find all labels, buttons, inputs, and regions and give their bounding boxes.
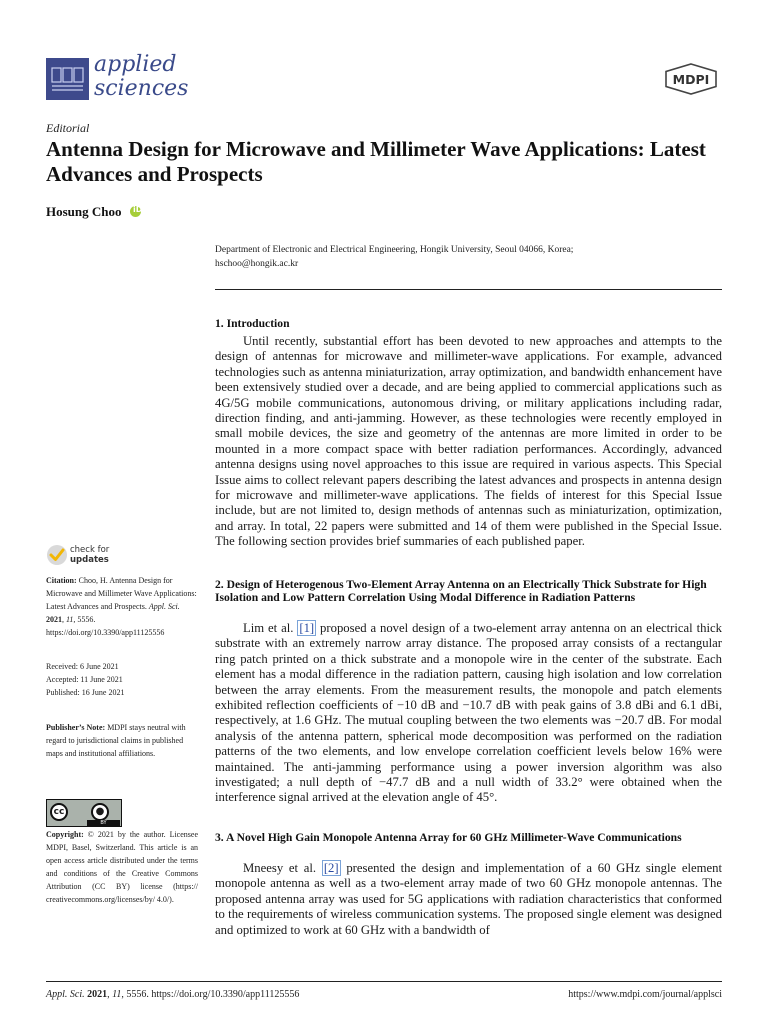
cc-badge: cc bbox=[50, 803, 68, 821]
footer-volume: 11 bbox=[112, 989, 122, 1000]
section-3-text-a: Mneesy et al. bbox=[243, 861, 322, 875]
dates-block bbox=[46, 660, 198, 699]
journal-name-line2: sciences bbox=[94, 76, 189, 101]
check-for-updates[interactable] bbox=[70, 545, 109, 565]
article-title: Antenna Design for Microwave and Millimeter Wave Applications: Latest Advances and Prospects bbox=[46, 137, 706, 186]
footer-doi[interactable]: , 5556. https://doi.org/10.3390/app11125556 bbox=[121, 989, 300, 1000]
journal-logo-icon bbox=[46, 58, 89, 100]
section-1-paragraph: Until recently, substantial effort has been devoted to new approaches and attempts to the design of antennas for microwave and millimeter-wave applications. For example, advanced technologies such as antenna miniaturization, array optimization, and bandwidth enhancement have been extensively studied over a decade, and are being applied to commercial applications such as 4G/5G mobile communications, autonomous driving, or military applications including radar, direction finding, and anti-jamming. However, as these technologies were recently employed in small mobile devices, the size and geometry of the antennas are more limited in order to be mounted in a more compact space with better radiation performances. Accordingly, advanced antenna designs using novel approaches to this issue are required in various aspects. This Special Issue aims to collect relevant papers describing the latest advances and prospects in antenna design for microwave and millimeter-wave applications. The fields of interest for this Special Issue include, but are not limited to, design methods of antennas such as miniaturization, optimization, and array. In total, 22 papers were submitted and 14 of them were published in the Special Issue. The following section provides brief summaries of each published paper. bbox=[215, 334, 722, 549]
check-for-updates-line2: updates bbox=[70, 555, 109, 565]
accepted-date: Accepted: 11 June 2021 bbox=[46, 675, 123, 684]
footer-journal-url[interactable]: https://www.mdpi.com/journal/applsci bbox=[568, 989, 722, 1000]
published-date: Published: 16 June 2021 bbox=[46, 688, 125, 697]
affiliation-email[interactable]: hschoo@hongik.ac.kr bbox=[215, 259, 299, 269]
section-2-heading: 2. Design of Heterogenous Two-Element Array Antenna on an Electrically Thick Substrate for High Isolation and Low Pattern Correlation Using Modal Difference in Radiation Patterns bbox=[215, 578, 707, 604]
section-2-text-b: proposed a novel design of a two-element array antenna on an electrical thick substrate with an extremely narrow array distance. The proposed array consists of a rectangular ring patch printed on a thick substrate and a monopole wire in the center of the substrate. Each element has a modal difference in the radiation pattern, causing high isolation and low correlation between the array elements. From the measurement results, the monopole and patch elements exhibited reflection coefficients of −10 dB and −10.7 dB with peak gains of 3.8 dBi and 6.1 dBi, respectively, at 1.6 GHz. The mutual coupling between the two elements was −20.7 dB. For modal analysis of the antenna pattern, spherical mode decomposition was performed on the radiation patterns of the two elements, and low envelope correlation coefficient levels below 16% were maintained. The anti-jamming performance using a power inversion algorithm was also investigated; a null depth of −47.7 dB and a null width of 33.2° were obtained when the interference signal arrived at the elevation angle of 45°. bbox=[215, 621, 722, 805]
citation-link[interactable]: [2] bbox=[323, 861, 339, 875]
publisher-note-text: MDPI stays neutral with regard to jurisdictional claims in published maps and institutional affiliations. bbox=[46, 723, 186, 758]
copyright-label: Copyright: bbox=[46, 830, 84, 839]
citation-journal: Appl. Sci. bbox=[148, 602, 180, 611]
section-1-body bbox=[215, 334, 722, 550]
citation-text: Choo, H. Antenna Design for Microwave and Millimeter Wave Applications: Latest Advances and Prospects. bbox=[46, 576, 197, 611]
orcid-icon[interactable]: iD bbox=[130, 206, 141, 217]
section-1-heading: 1. Introduction bbox=[215, 317, 290, 330]
footer-year: 2021 bbox=[87, 989, 108, 1000]
journal-name-line1: applied bbox=[94, 52, 177, 77]
check-for-updates-icon[interactable] bbox=[46, 544, 68, 570]
cc-by-label: BY bbox=[87, 820, 120, 826]
section-2-text-a: Lim et al. bbox=[243, 621, 298, 635]
publisher-note-label: Publisher’s Note: bbox=[46, 723, 106, 732]
section-3-paragraph bbox=[215, 861, 722, 938]
mdpi-logo-icon bbox=[663, 63, 719, 99]
section-3-heading: 3. A Novel High Gain Monopole Antenna Array for 60 GHz Millimeter-Wave Communications bbox=[215, 831, 682, 844]
header-divider bbox=[215, 289, 722, 290]
article-type: Editorial bbox=[46, 121, 90, 135]
check-for-updates-line1: check for bbox=[70, 545, 110, 555]
citation-doi-link[interactable]: https://doi.org/10.3390/app11125556 bbox=[46, 628, 165, 637]
citation-volume: 11 bbox=[66, 615, 74, 624]
publisher-name: MDPI bbox=[672, 72, 710, 87]
section-2-body bbox=[215, 621, 722, 806]
attribution-person-icon: ● bbox=[91, 803, 109, 821]
citation-pages: , 5556. bbox=[73, 615, 96, 624]
section-3-body bbox=[215, 861, 722, 938]
footer-journal: Appl. Sci. bbox=[46, 989, 85, 1000]
affiliation bbox=[215, 243, 715, 271]
citation-link[interactable]: [1] bbox=[299, 621, 315, 635]
publisher-note bbox=[46, 721, 198, 760]
footer-citation: Appl. Sci. 2021, 11, 5556. https://doi.org/10.3390/app11125556 bbox=[46, 989, 300, 1000]
section-3-text-b: presented the design and implementation of a 60 GHz single element monopole antenna as well as a two-element array made of two 60 GHz monopole antennas. The proposed antenna array was used for 5G applications with radiation characteristics that conformed to the requirements of wireless communication systems. The proposed single element was designed and optimized to work at 60 GHz with a bandwidth of bbox=[215, 861, 722, 937]
copyright-text: © 2021 by the author. Licensee MDPI, Basel, Switzerland. This article is an open access article distributed under the terms and conditions of the Creative Commons Attribution (CC BY) license (https:// creativecommons.org/licenses/by/ 4.0/). bbox=[46, 830, 199, 904]
citation-label: Citation: bbox=[46, 576, 77, 585]
author-name[interactable]: Hosung Choo bbox=[46, 204, 122, 219]
section-2-paragraph bbox=[215, 621, 722, 806]
copyright-block bbox=[46, 828, 198, 906]
affiliation-line1: Department of Electronic and Electrical Engineering, Hongik University, Seoul 04066, Korea; bbox=[215, 245, 574, 255]
cc-by-license-icon[interactable] bbox=[46, 799, 122, 827]
citation-year: 2021 bbox=[46, 615, 62, 624]
journal-name bbox=[94, 53, 188, 101]
received-date: Received: 6 June 2021 bbox=[46, 662, 119, 671]
citation-block: Citation: Choo, H. Antenna Design for Microwave and Millimeter Wave Applications: Latest Advances and Prospects. Appl. Sci. 2021, 11, 5556. https://doi.org/10.3390/app11125556 bbox=[46, 576, 197, 637]
footer-divider bbox=[46, 981, 722, 982]
